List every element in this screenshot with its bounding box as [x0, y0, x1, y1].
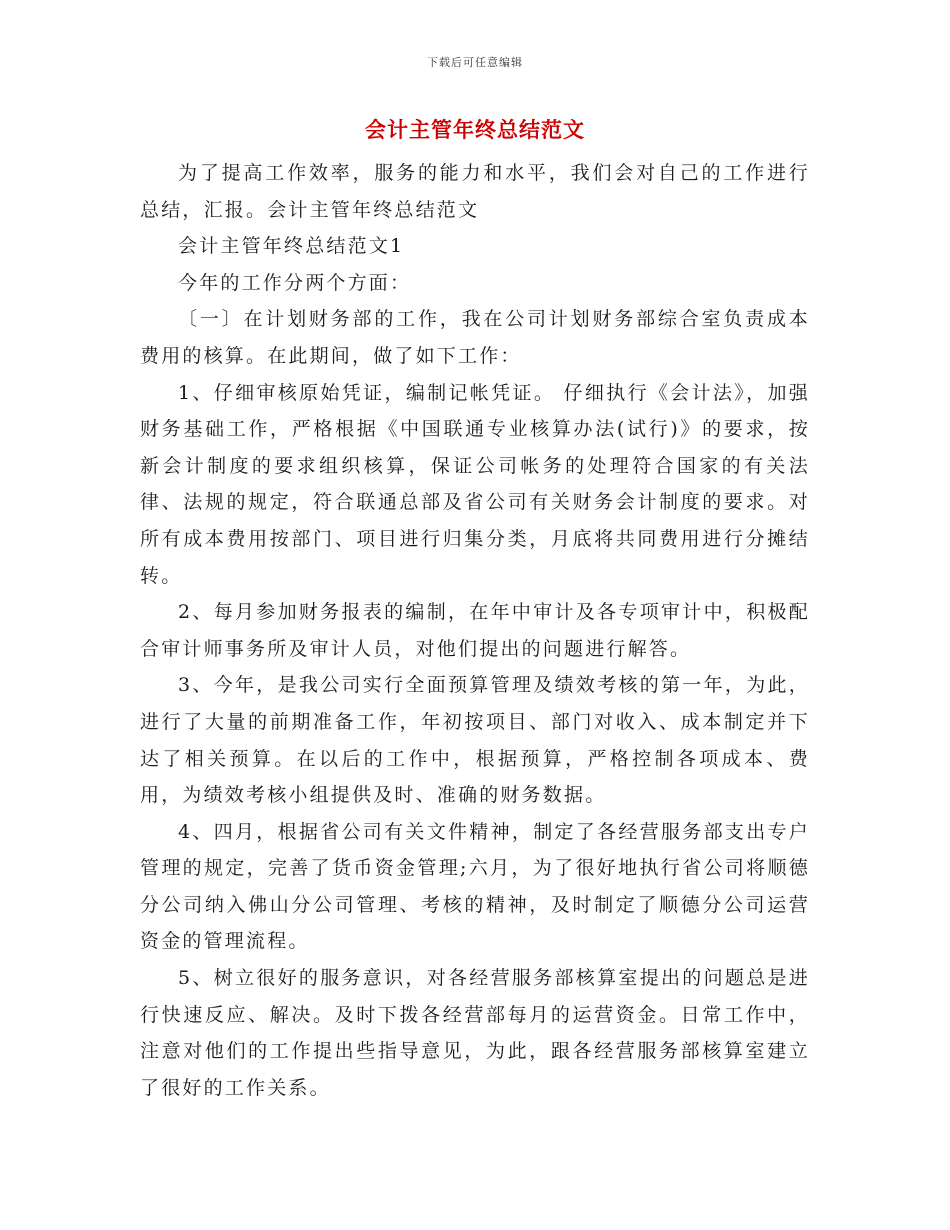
paragraph-item-5: 5、树立很好的服务意识，对各经营服务部核算室提出的问题总是进行快速反应、解决。及时下拨各经营部每月的运营资金。日常工作中，注意对他们的工作提出些指导意见，为此，跟各经营服务部核算室建立了很好的工作关系。: [140, 967, 810, 1099]
paragraph-item-3: 3、今年，是我公司实行全面预算管理及绩效考核的第一年，为此，进行了大量的前期准备工作，年初按项目、部门对收入、成本制定并下达了相关预算。在以后的工作中，根据预算，严格控制各项成本、费用，为绩效考核小组提供及时、准确的财务数据。: [140, 674, 810, 807]
paragraph-item-2: 2、每月参加财务报表的编制，在年中审计及各专项审计中，积极配合审计师事务所及审计人员，对他们提出的问题进行解答。: [140, 601, 810, 660]
paragraph-section-heading: 会计主管年终总结范文1: [178, 235, 405, 258]
document-body: [140, 155, 810, 1106]
paragraph-item-4: 4、四月，根据省公司有关文件精神，制定了各经营服务部支出专户管理的规定，完善了货币资金管理;六月，为了很好地执行省公司将顺德分公司纳入佛山分公司管理、考核的精神，及时制定了顺德分公司运营资金的管理流程。: [140, 820, 810, 953]
document-title: 会计主管年终总结范文: [365, 117, 585, 142]
paragraph-intro: 为了提高工作效率，服务的能力和水平，我们会对自己的工作进行总结，汇报。会计主管年终总结范文: [140, 162, 810, 221]
paragraph-overview: 今年的工作分两个方面：: [178, 271, 412, 294]
paragraph-part-one: 〔一〕在计划财务部的工作，我在公司计划财务部综合室负责成本费用的核算。在此期间，做了如下工作：: [140, 308, 810, 367]
page-header-note: 下载后可任意编辑: [427, 56, 523, 69]
paragraph-item-1: 1、仔细审核原始凭证，编制记帐凭证。 仔细执行《会计法》，加强财务基础工作，严格根据《中国联通专业核算办法(试行)》的要求，按新会计制度的要求组织核算，保证公司帐务的处理符合国家的有关法律、法规的规定，符合联通总部及省公司有关财务会计制度的要求。对所有成本费用按部门、项目进行归集分类，月底将共同费用进行分摊结转。: [140, 381, 810, 587]
